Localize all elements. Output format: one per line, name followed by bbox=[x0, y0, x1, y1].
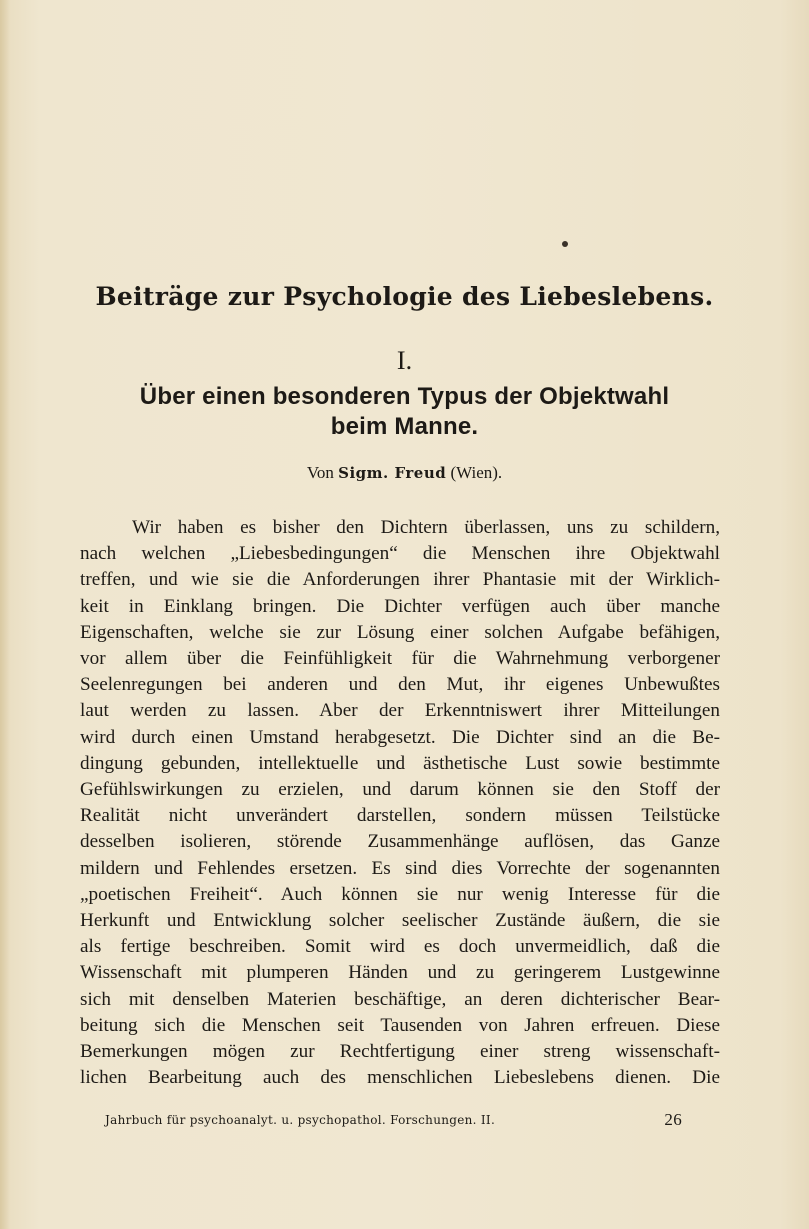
body-line: Seelenregungen bei anderen und den Mut, ihr eigenes Unbewußtes bbox=[80, 674, 720, 696]
author-line bbox=[0, 463, 809, 483]
body-line: Wir haben es bisher den Dichtern überlassen, uns zu schildern, bbox=[132, 517, 720, 538]
author-name: Sigm. Freud bbox=[338, 464, 447, 482]
body-line: sich mit denselben Materien beschäftige, an deren dichterischer Bear- bbox=[80, 988, 720, 1010]
body-line: „poetischen Freiheit“. Auch können sie nur wenig Interesse für die bbox=[80, 883, 720, 905]
page-number: 26 bbox=[664, 1110, 682, 1129]
body-line: dingung gebunden, intellektuelle und ästhetische Lust sowie bestimmte bbox=[80, 752, 720, 774]
body-line: laut werden zu lassen. Aber der Erkenntniswert ihrer Mitteilungen bbox=[80, 700, 720, 722]
body-line: Gefühlswirkungen zu erzielen, und darum können sie den Stoff der bbox=[80, 779, 720, 801]
body-line: als fertige beschreiben. Somit wird es doch unvermeidlich, daß die bbox=[80, 936, 720, 958]
body-line: Bemerkungen mögen zur Rechtfertigung einer streng wissenschaft- bbox=[80, 1041, 720, 1063]
body-line: keit in Einklang bringen. Die Dichter verfügen auch über manche bbox=[80, 595, 720, 617]
article-title: Beiträge zur Psychologie des Liebeslebens. bbox=[95, 282, 714, 311]
ink-speck bbox=[562, 241, 568, 247]
body-paragraph bbox=[80, 515, 720, 1091]
body-line: Herkunft und Entwicklung solcher seelischer Zustände äußern, die sie bbox=[80, 910, 720, 932]
part-number: I. bbox=[396, 346, 413, 375]
body-line: nach welchen „Liebesbedingungen“ die Menschen ihre Objektwahl bbox=[80, 543, 720, 565]
body-line: Wissenschaft mit plumperen Händen und zu geringerem Lustgewinne bbox=[80, 962, 720, 984]
article-subtitle bbox=[0, 382, 809, 442]
body-line: lichen Bearbeitung auch des menschlichen Liebeslebens dienen. Die bbox=[80, 1067, 720, 1089]
journal-citation: Jahrbuch für psychoanalyt. u. psychopathol. Forschungen. II. bbox=[105, 1113, 496, 1127]
body-line: treffen, und wie sie die Anforderungen ihrer Phantasie mit der Wirklich- bbox=[80, 569, 720, 591]
body-line: desselben isolieren, störende Zusammenhänge auflösen, das Ganze bbox=[80, 831, 720, 853]
body-line: beitung sich die Menschen seit Tausenden von Jahren erfreuen. Diese bbox=[80, 1014, 720, 1036]
body-line: Realität nicht unverändert darstellen, sondern müssen Teilstücke bbox=[80, 805, 720, 827]
body-line: mildern und Fehlendes ersetzen. Es sind dies Vorrechte der sogenannten bbox=[80, 857, 720, 879]
author-prefix: Von bbox=[306, 463, 334, 482]
body-line: Eigenschaften, welche sie zur Lösung einer solchen Aufgabe befähigen, bbox=[80, 621, 720, 643]
author-suffix: (Wien). bbox=[450, 463, 503, 482]
body-line: vor allem über die Feinfühligkeit für die Wahrnehmung verborgener bbox=[80, 648, 720, 670]
body-line: wird durch einen Umstand herabgesetzt. Die Dichter sind an die Be- bbox=[80, 726, 720, 748]
page-edge-shadow bbox=[0, 0, 10, 1229]
subtitle-line-1: Über einen besonderen Typus der Objektwahl bbox=[139, 383, 670, 410]
subtitle-line-2: beim Manne. bbox=[330, 413, 479, 440]
